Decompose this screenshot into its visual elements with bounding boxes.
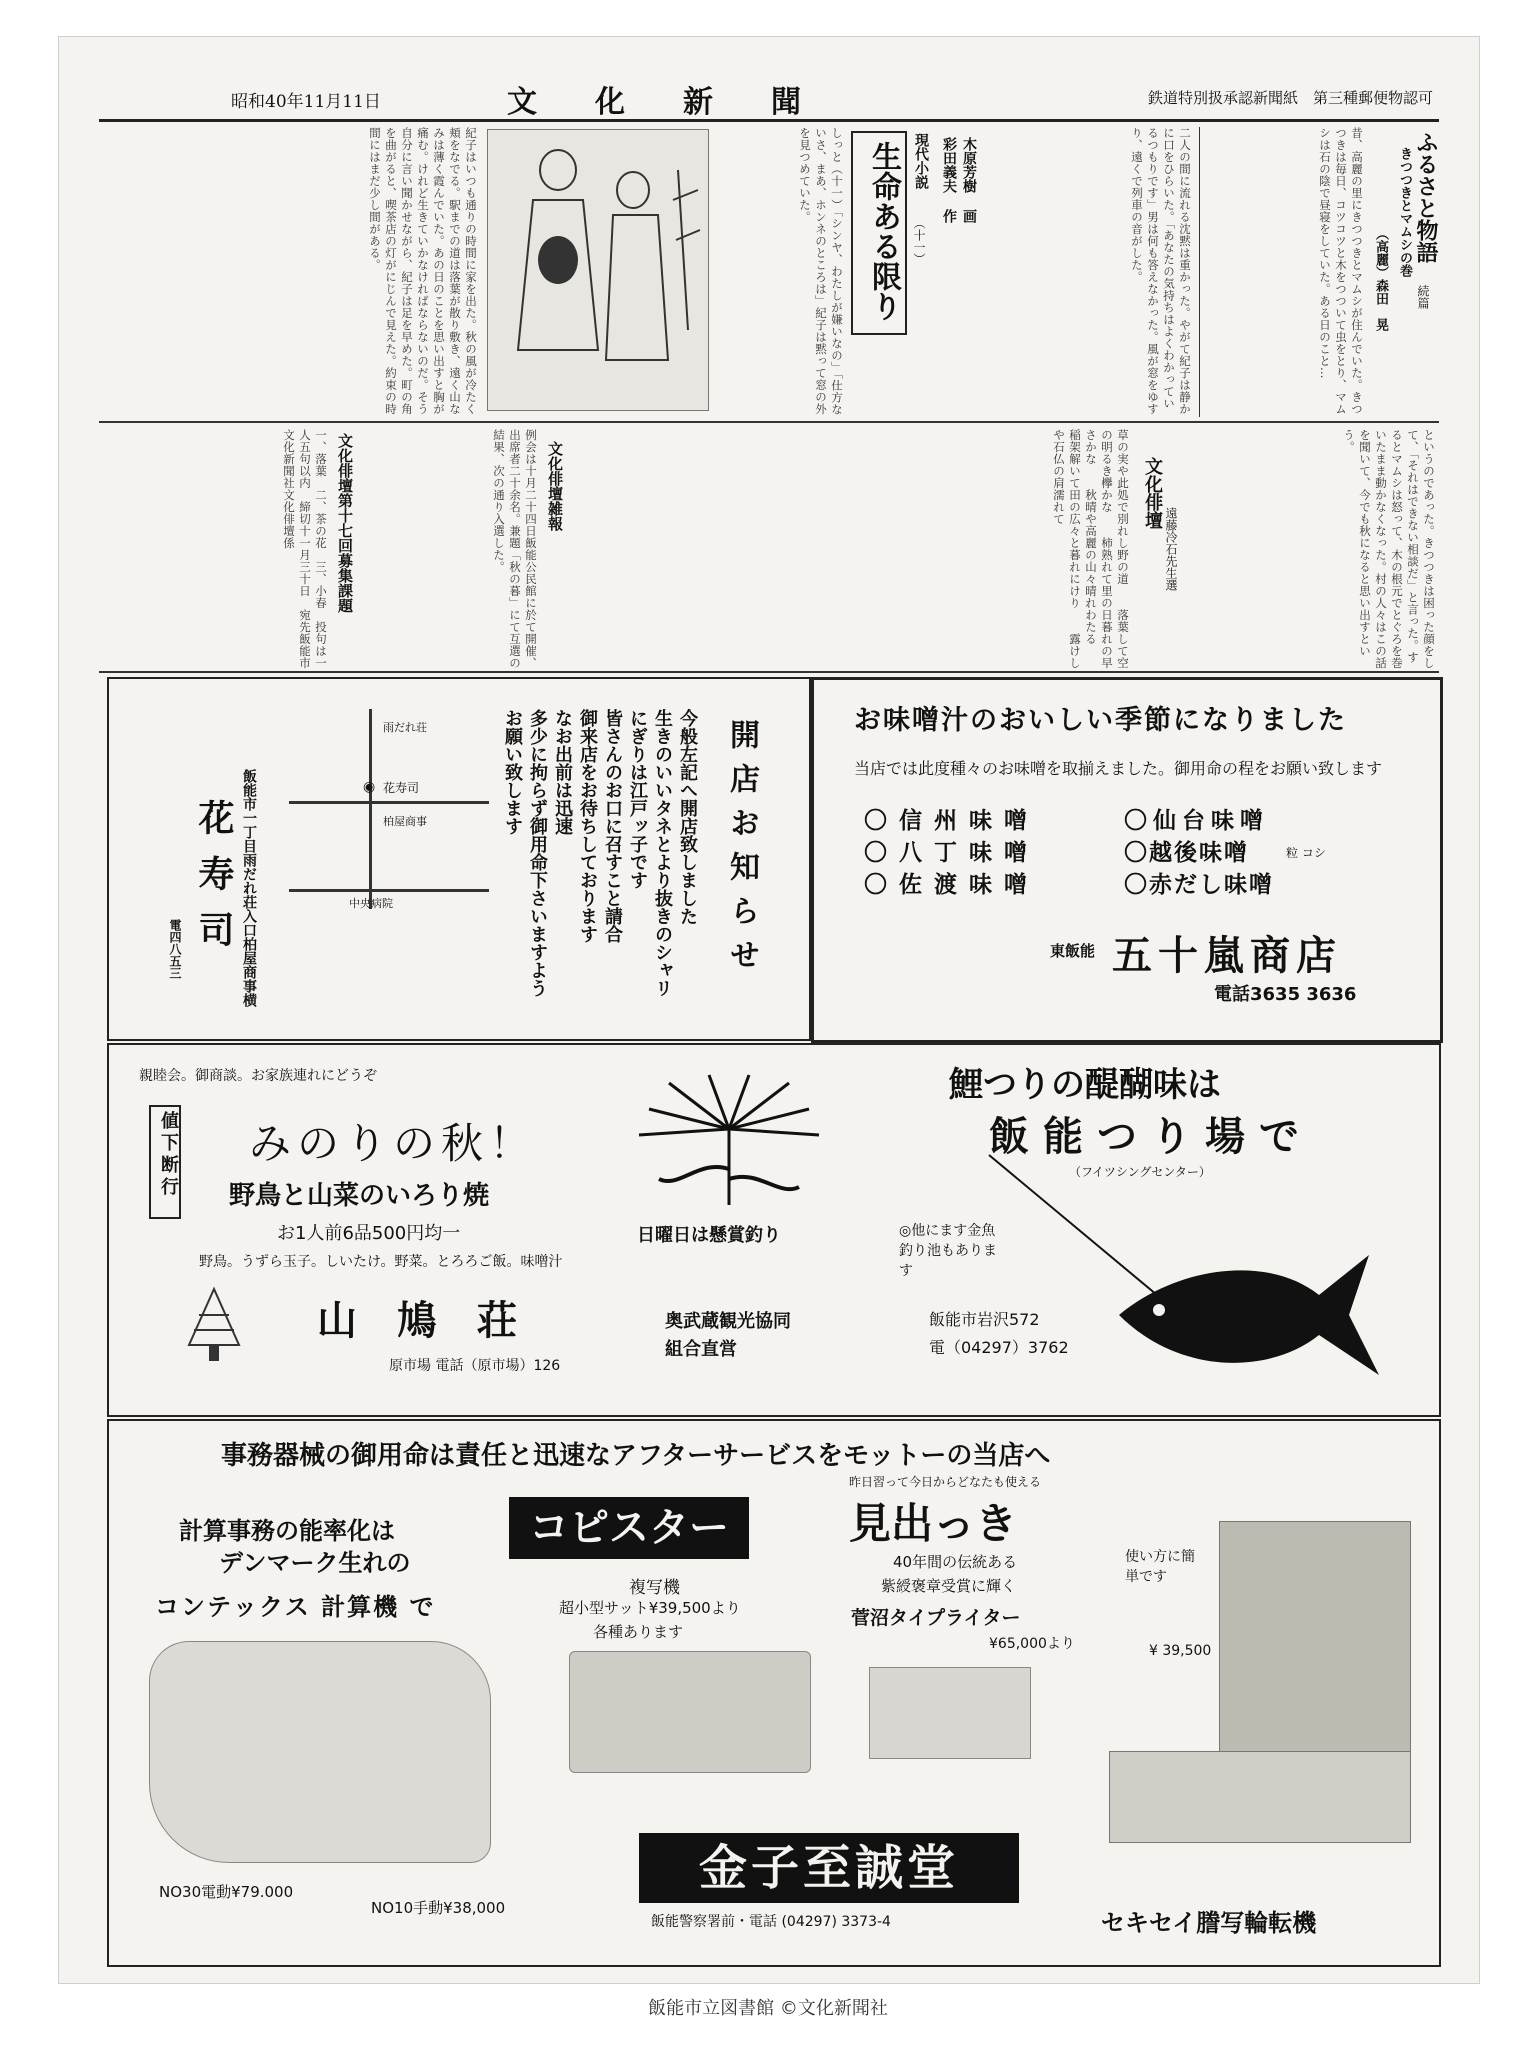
hanazushi-line-1: 今般左記へ開店致しました: [677, 709, 698, 925]
serial-title: 生命ある限り: [866, 141, 901, 321]
calculator-image: [149, 1641, 491, 1863]
ad-office: [107, 1419, 1441, 1967]
paper-title: 文化新聞: [507, 85, 859, 120]
miso-item-1: 〇信州味噌: [864, 808, 1039, 834]
contex-line-1: 計算事務の能率化は: [179, 1517, 395, 1545]
sankyuso-phone: 原市場 電話（原市場）126: [389, 1358, 561, 1374]
mountain-tree-icon: [179, 1285, 249, 1365]
hanazushi-address: 飯能市一丁目雨だれ荘入口柏屋商事横: [241, 769, 257, 1007]
article-body-left: 紀子はいつも通りの時間に家を出た。秋の風が冷たく頬をなでる。駅までの道は落葉が散り敷き、遠く山なみは薄く霞んでいた。あの日のことを思い出すと胸が痛む。けれど生きていかなければならないのだ。そう自分に言い聞かせながら、紀子は足を早めた。町の角を曲がると、喫茶店の灯がにじんで見えた。約束の時間にはまだ少し間がある。: [368, 127, 478, 415]
fishing-operator-1: 奥武蔵観光協同: [665, 1311, 791, 1332]
haiku-selector: 遠藤冷石先生選: [1164, 507, 1178, 591]
miso-note: 粒 コシ: [1286, 846, 1326, 860]
serial-illustrator: 木原芳樹 画: [961, 137, 977, 223]
haiku-call-body: 一、落葉 二、茶の花 三、小春 投句は一人五句以内 締切十一月三十日 宛先飯能市文化新聞社文化俳壇係: [282, 429, 328, 669]
copystar-brand: コピスター: [509, 1497, 749, 1559]
mimeograph-image: [1109, 1751, 1411, 1843]
miso-item-3: 〇八丁味噌: [864, 840, 1039, 866]
serial-number: （十一）: [912, 217, 926, 265]
sankyuso-headline: みのりの秋！: [249, 1119, 538, 1168]
hanazushi-line-6: なお出前は迅速: [552, 709, 573, 835]
haiku-notes-title: 文化俳壇雑報: [546, 441, 564, 531]
fishing-sunday: 日曜日は懸賞釣り: [637, 1225, 781, 1246]
shiseido-address: 飯能警察署前・電話 (04297) 3373-4: [651, 1914, 891, 1930]
fishing-headline-2: 飯能つり場で: [989, 1113, 1313, 1160]
sankyuso-name: 山鳩荘: [317, 1297, 557, 1344]
newspaper-sheet: [58, 36, 1480, 1984]
issue-date: 昭和40年11月11日: [231, 92, 381, 112]
map-label-amadare: 雨だれ荘: [383, 721, 427, 734]
hanazushi-line-7: 多少に拘らず御用命下さいますよう: [527, 709, 548, 997]
fishing-phone: 電（04297）3762: [929, 1338, 1069, 1357]
chrysanthemum-icon: [629, 1069, 829, 1209]
hometown-section: きつつきとマムシの巻: [1397, 147, 1412, 277]
hanazushi-line-3: にぎりは江戸ッ子です: [627, 709, 648, 889]
miso-item-4: 〇越後味噌: [1124, 840, 1249, 866]
miso-item-2: 〇仙台味噌: [1124, 808, 1269, 834]
copier-image: [569, 1651, 811, 1773]
hometown-subtitle: 続篇: [1416, 285, 1430, 309]
typewriter-price: ¥65,000より: [989, 1636, 1075, 1652]
contex-price-2: NO10手動¥38,000: [371, 1899, 506, 1917]
midashi-top: 昨日習って今日からどなたも使える: [849, 1475, 1042, 1489]
hanazushi-line-2: 生きのいいタネとより抜きのシャリ: [652, 709, 673, 997]
midashi-line-1: 40年間の伝統ある: [893, 1553, 1018, 1571]
sankyuso-tagline: 親睦会。御商談。お家族連れにどうぞ: [139, 1068, 377, 1084]
fishing-address: 飯能市岩沢572: [929, 1310, 1040, 1329]
miso-subline: 当店では此度種々のお味噌を取揃えました。御用命の程をお願い致します: [854, 759, 1383, 778]
map-label-kashiwaya: 柏屋商事: [383, 815, 427, 828]
shiseido-shop: 金子至誠堂: [639, 1833, 1019, 1903]
haiku-call-title: 文化俳壇第十七回募集課題: [336, 433, 354, 613]
sankyuso-sub: 野鳥と山菜のいろり焼: [229, 1181, 490, 1211]
miso-shop: 五十嵐商店: [1112, 933, 1342, 979]
serial-label: 現代小説: [913, 133, 929, 189]
ad-row-middle: [107, 1043, 1441, 1417]
map-label-hanazushi: 花寿司: [383, 781, 420, 795]
copystar-price: 超小型サット¥39,500より: [559, 1599, 741, 1617]
article-body-mid: しっと（十一）「シンヤ、わたしが嫌いなの」「仕方ないさ、まあ、ホンネのところは」紀子は黙って窓の外を見つめていた。: [798, 127, 844, 416]
hanazushi-line-4: 皆さんのお口に召すこと請合: [602, 709, 623, 943]
miso-headline: お味噌汁のおいしい季節になりました: [854, 705, 1347, 736]
sekisei-price: ¥ 39,500: [1149, 1643, 1212, 1659]
hanazushi-line-5: 御来店をお待ちしております: [577, 709, 598, 943]
sankyuso-price: お1人前6品500円均一: [277, 1223, 461, 1244]
hanazushi-map: [289, 709, 489, 909]
hometown-title: ふるさと物語: [1413, 131, 1439, 263]
hanazushi-name: 花寿司: [193, 799, 235, 967]
ad-hanazushi: [107, 677, 811, 1041]
hanazushi-line-8: お願い致します: [502, 709, 523, 835]
miso-location: 東飯能: [1050, 942, 1096, 960]
serial-illustration: [487, 129, 709, 411]
ad-miso: [811, 677, 1443, 1043]
haiku-title: 文化俳壇: [1142, 457, 1163, 529]
sankyuso-menu: 野鳥。うずら玉子。しいたけ。野菜。とろろご飯。味噌汁: [199, 1254, 563, 1270]
contex-line-2: デンマーク生れの: [219, 1549, 411, 1577]
typewriter-image: [869, 1667, 1031, 1759]
serial-title-box: [851, 131, 907, 335]
copystar-type: 複写機: [629, 1578, 680, 1598]
masthead: [99, 69, 1439, 122]
hanazushi-phone: 電四八五三: [168, 919, 182, 979]
hometown-body: 昔、高麗の里にきつつきとマムシが住んでいた。きつつきは毎日、コツコツと木をつついて虫をとり、マムシは石の陰で昼寝をしていた。ある日のこと…: [1318, 127, 1364, 415]
fishing-extra: ◎他にます金魚釣り池もあります: [899, 1223, 997, 1279]
map-label-hospital: 中央病院: [349, 897, 393, 910]
miso-phone: 電話3635 3636: [1214, 984, 1357, 1005]
haiku-notes-body: 例会は十月二十四日飯能公民館に於て開催、出席者二十余名。兼題「秋の暮」にて互選の結果、次の通り入選した。: [492, 429, 538, 669]
map-shop-marker-icon: ◉: [363, 779, 376, 795]
midashi-line-2: 紫綬褒章受賞に輝く: [881, 1577, 1017, 1595]
postal-note: 鉄道特別扱承認新聞紙 第三種郵便物認可: [1147, 89, 1433, 107]
fishing-english: （フイツシングセンター）: [1069, 1165, 1211, 1179]
midashi-title: 見出っき: [849, 1499, 1018, 1548]
hometown-author: （高麗）森田 晃: [1373, 227, 1388, 331]
woman-photo: [1219, 1521, 1411, 1783]
typewriter-name: 菅沼タイプライター: [851, 1607, 1021, 1629]
hanazushi-heading: 開店お知らせ: [724, 719, 759, 983]
haiku-entries: 草の実や此処で別れし野の道 落葉して空の明るき欅かな 柿熟れて里の日暮れの早さかな 秋晴や高麗の山々晴れわたる 稲架解いて田の広々と暮れにけり 露けしや石仏の肩濡れて: [1052, 429, 1130, 669]
serial-author: 彩田義夫 作: [941, 137, 957, 223]
copystar-more: 各種あります: [593, 1623, 684, 1641]
contex-brand: コンテックス 計算機 で: [155, 1593, 436, 1621]
sankyuso-badge: 値下断行: [149, 1105, 181, 1219]
office-banner: 事務器械の御用命は責任と迅速なアフターサービスをモットーの当店へ: [221, 1441, 1051, 1471]
sekisei-name: セキセイ謄写輪転機: [1101, 1909, 1317, 1937]
contex-price-1: NO30電動¥79.000: [159, 1883, 294, 1901]
archive-footer: 飯能市立図書館 ©文化新聞社: [648, 1998, 888, 2019]
miso-item-5: 〇佐渡味噌: [864, 872, 1039, 898]
fishing-headline-1: 鯉つりの醍醐味は: [949, 1065, 1221, 1105]
couple-drawing-icon: [488, 130, 708, 410]
sekisei-note: 使い方に簡単です: [1125, 1549, 1195, 1585]
fishing-operator-2: 組合直営: [665, 1339, 737, 1360]
hometown-body-2: というのであった。きつつきは困った顔をして、「それはできない相談だ」と言った。するとマムシは怒って、木の根元でとぐろを巻いたまま動かなくなった。村の人々はこの話を聞いて、今でも秋になると思い出すという。: [1342, 429, 1436, 669]
serial-body: 二人の間に流れる沈黙は重かった。やがて紀子は静かに口をひらいた。「あなたの気持ちはよくわかっているつもりです」男は何も答えなかった。風が窓をゆすり、遠くで列車の音がした。: [1130, 127, 1192, 415]
miso-item-6: 〇赤だし味噌: [1124, 872, 1274, 898]
